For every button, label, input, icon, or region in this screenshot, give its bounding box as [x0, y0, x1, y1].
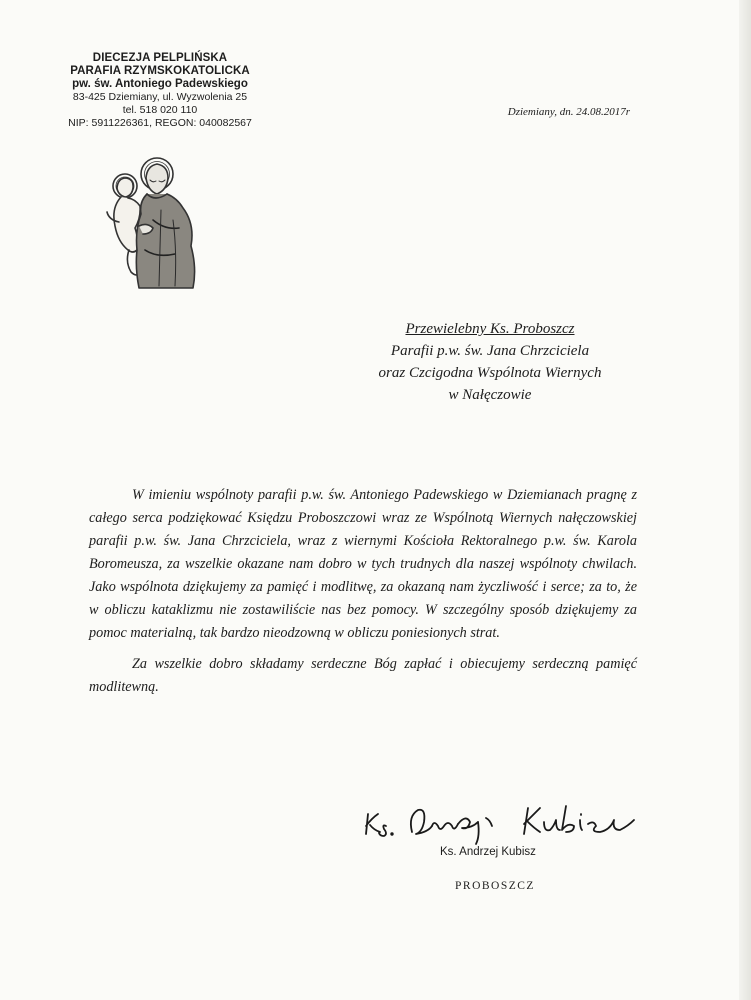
letterhead-ids: NIP: 5911226361, REGON: 040082567 [68, 117, 252, 129]
letterhead-phone: tel. 518 020 110 [122, 104, 198, 116]
page-edge [739, 0, 751, 1000]
recipient-line: w Nałęczowie [448, 387, 532, 403]
letterhead-patron: pw. św. Antoniego Padewskiego [72, 78, 248, 90]
recipient-line: oraz Czcigodna Wspólnota Wiernych [378, 365, 602, 381]
signer-role: PROBOSZCZ [455, 880, 535, 892]
body-paragraph: Za wszelkie dobro składamy serdeczne Bóg zapłać i obiecujemy serdeczną pamięć modlitewną. [89, 656, 637, 695]
recipient-line: Parafii p.w. św. Jana Chrzciciela [390, 343, 590, 359]
signer-name: Ks. Andrzej Kubisz [440, 846, 536, 858]
handwritten-signature [362, 796, 642, 846]
body-paragraph: W imieniu wspólnoty parafii p.w. św. Antoniego Padewskiego w Dziemianach pragnę z całego serca podziękować Księdzu Proboszczowi wraz ze Wspólnotą Wiernych nałęczowskiej parafii p.w. św. Jana Chrzciciela, wraz z wiernymi Kościoła Rektoralnego p.w. św. Karola Boromeusza, za wszelkie okazane nam dobro w tych trudnych dla naszej wspólnoty chwilach. Jako wspólnota dziękujemy za pamięć i modlitwę, za okazaną nam życzliwość i serce; za to, że w obliczu kataklizmu nie zostawiliście nas bez pomocy. W szczególny sposób dziękujemy za pomoc materialną, tak bardzo nieodzowną w obliczu poniesionych strat. [89, 487, 637, 641]
saint-anthony-with-child-icon [95, 150, 205, 295]
letter-body [89, 484, 637, 699]
letterhead [50, 52, 270, 130]
letterhead-address: 83-425 Dziemiany, ul. Wyzwolenia 25 [72, 91, 248, 103]
recipient-block [340, 318, 640, 406]
letter-date: Dziemiany, dn. 24.08.2017r [507, 106, 630, 118]
recipient-title: Przewielebny Ks. Proboszcz [405, 321, 575, 337]
letterhead-parish: PARAFIA RZYMSKOKATOLICKA [70, 65, 250, 77]
letterhead-diocese: DIECEZJA PELPLIŃSKA [92, 52, 228, 64]
